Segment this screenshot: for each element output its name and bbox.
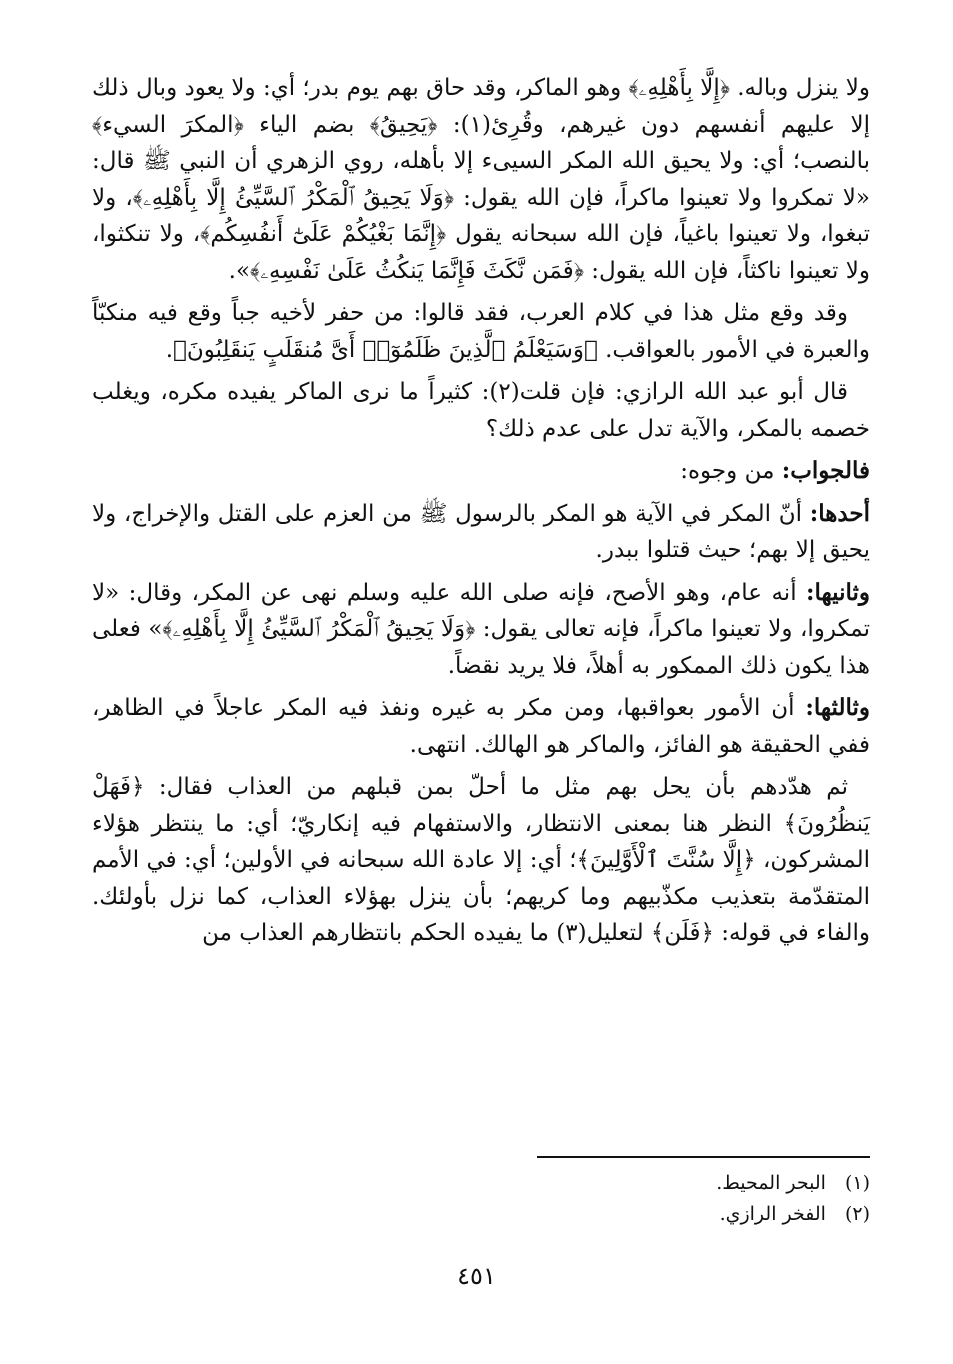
third-reason-label: وثالثها: — [805, 694, 870, 721]
third-reason-paragraph — [92, 690, 870, 763]
paragraph-2: وقد وقع مثل هذا في كلام العرب، فقد قالوا: من حفر لأخيه جباً وقع فيه منكبّاً والعبرة في الأمور بالعواقب. ﴿وَسَيَعْلَمُ ٱلَّذِينَ ظَلَمُوٓا۟ أَىَّ مُنقَلَبٍ يَنقَلِبُونَ﴾. — [92, 300, 870, 363]
footnote-2 — [92, 1199, 870, 1230]
third-reason-text: أن الأمور بعواقبها، ومن مكر به غيره ونفذ فيه المكر عاجلاً في الظاهر، ففي الحقيقة هو الفائز، والماكر هو الهالك. انتهى. — [92, 695, 870, 758]
paragraph-final: ثم هدّدهم بأن يحل بهم مثل ما أحلّ بمن قبلهم من العذاب فقال: ﴿فَهَلْ يَنظُرُونَ﴾ النظر هنا بمعنى الانتظار، والاستفهام فيه إنكاريّ؛ أي: ما ينتظر هؤلاء المشركون، ﴿إِلَّا سُنَّتَ ٱلْأَوَّلِينَ﴾؛ أي: إلا عادة الله سبحانه في الأولين؛ أي: في الأمم المتقدّمة بتعذيب مكذّبيهم وما كريهم؛ بأن ينزل بهؤلاء العذاب، كما نزل بأولئك. والفاء في قوله: ﴿فَلَن﴾ لتعليل(٣) ما يفيده الحكم بانتظارهم العذاب من — [92, 774, 870, 946]
first-reason-label: أحدها: — [809, 499, 871, 527]
second-reason-paragraph — [92, 575, 870, 685]
footnote-divider — [537, 1156, 870, 1158]
paragraph-1: ولا ينزل وباله. ﴿إِلَّا بِأَهْلِهِۦ﴾ وهو الماكر، وقد حاق بهم يوم بدر؛ أي: ولا يعود وبال ذلك إلا عليهم أنفسهم دون غيرهم، وقُرِئ(١): ﴿يَحِيقُ﴾ بضم الياء ﴿المكرَ السيء﴾ بالنصب؛ أي: ولا يحيق الله المكر السيىء إلا بأهله، روي الزهري أن النبي ﷺ قال: «لا تمكروا ولا تعينوا ماكراً، فإن الله يقول: ﴿وَلَا يَحِيقُ ٱلْمَكْرُ ٱلسَّيِّئُ إِلَّا بِأَهْلِهِۦ﴾، ولا تبغوا، ولا تعينوا باغياً، فإن الله سبحانه يقول ﴿إِنَّمَا بَغْيُكُمْ عَلَىٰٓ أَنفُسِكُم﴾، ولا تنكثوا، ولا تعينوا ناكثاً، فإن الله يقول: ﴿فَمَن نَّكَثَ فَإِنَّمَا يَنكُثُ عَلَىٰ نَفْسِهِۦ﴾». — [92, 75, 870, 284]
footnote-text: الفخر الرازي. — [719, 1203, 826, 1225]
answer-paragraph — [92, 453, 870, 490]
footnote-number: (٢) — [844, 1203, 870, 1225]
second-reason-label: وثانيها: — [806, 578, 870, 606]
footnote-1 — [92, 1168, 870, 1199]
footnote-text: البحر المحيط. — [716, 1172, 826, 1194]
answer-text: من وجوه: — [680, 458, 775, 484]
paragraph-3: قال أبو عبد الله الرازي: فإن قلت(٢): كثيراً ما نرى الماكر يفيده مكره، ويغلب خصمه بالمكر، والآية تدل على عدم ذلك؟ — [92, 379, 870, 442]
page-number: ٤٥١ — [457, 1262, 496, 1290]
footnote-number: (١) — [844, 1172, 870, 1194]
first-reason-text: أنّ المكر في الآية هو المكر بالرسول ﷺ من العزم على القتل والإخراج، ولا يحيق إلا بهم؛ حيث قتلوا ببدر. — [92, 500, 870, 563]
second-reason-text: أنه عام، وهو الأصح، فإنه صلى الله عليه وسلم نهى عن المكر، وقال: «لا تمكروا، ولا تعينوا ماكراً، فإنه تعالى يقول: ﴿وَلَا يَحِيقُ ٱلْمَكْرُ ٱلسَّيِّئُ إِلَّا بِأَهْلِهِۦ﴾» فعلى هذا يكون ذلك الممكور به أهلاً، فلا يريد نقضاً. — [92, 579, 870, 679]
page-body — [92, 70, 870, 958]
answer-label: فالجواب: — [781, 457, 870, 484]
footnotes — [92, 1168, 870, 1230]
first-reason-paragraph — [92, 496, 870, 569]
